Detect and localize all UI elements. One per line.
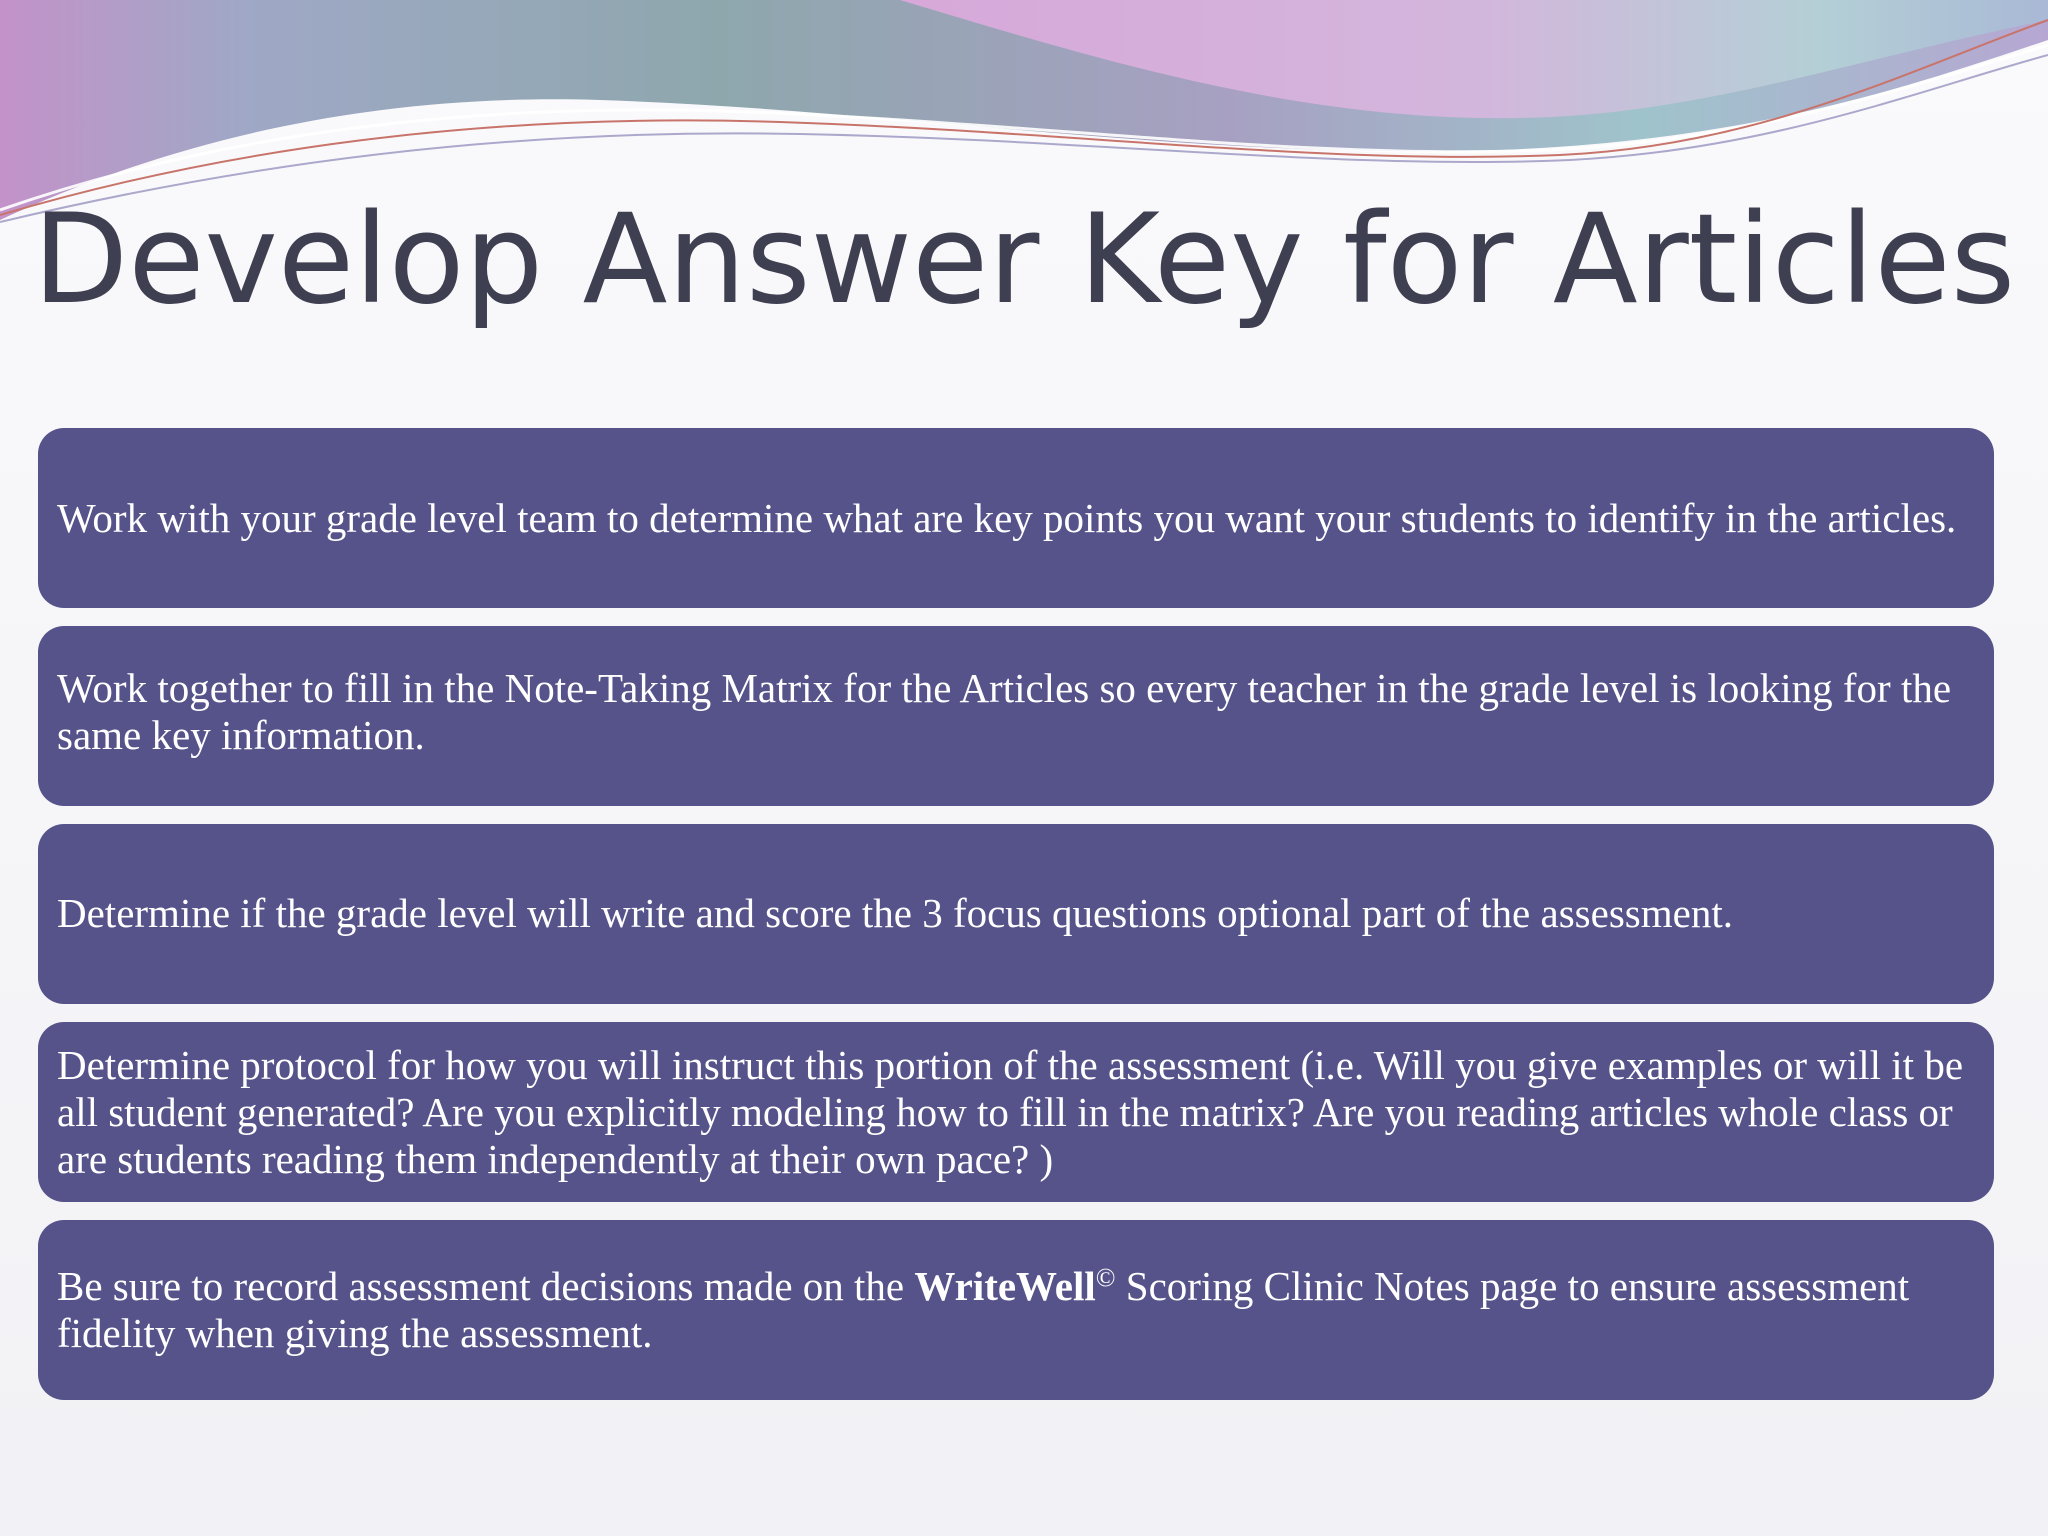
slide-title: Develop Answer Key for Articles (32, 188, 2016, 332)
content-box-text (57, 1263, 1976, 1357)
content-box-text: Work together to fill in the Note-Taking Matrix for the Articles so every teacher in the grade level is looking for the same key information. (57, 665, 1952, 758)
content-box (38, 824, 1994, 1004)
text-before-brand: Be sure to record assessment decisions made on the (57, 1263, 915, 1309)
content-box (38, 428, 1994, 608)
brand-name: WriteWell (914, 1263, 1096, 1309)
content-box-list (38, 428, 1994, 1418)
content-box (38, 1022, 1994, 1202)
content-box-text: Work with your grade level team to determine what are key points you want your students to identify in the articles. (57, 494, 1957, 541)
content-box-text: Determine if the grade level will write and score the 3 focus questions optional part of the assessment. (57, 889, 1733, 936)
content-box (38, 626, 1994, 806)
text-after-brand: Scoring Clinic Notes page to ensure assessment fidelity when giving the assessment. (57, 1263, 1910, 1356)
content-box-text: Determine protocol for how you will instruct this portion of the assessment (i.e. Will you give examples or will it be all student generated? Are you explicitly modeling how to fill in the matrix? Are you reading articles whole class or are students reading them independently at their own pace? ) (57, 1041, 1964, 1182)
copyright-mark: © (1095, 1263, 1116, 1292)
content-box (38, 1220, 1994, 1400)
